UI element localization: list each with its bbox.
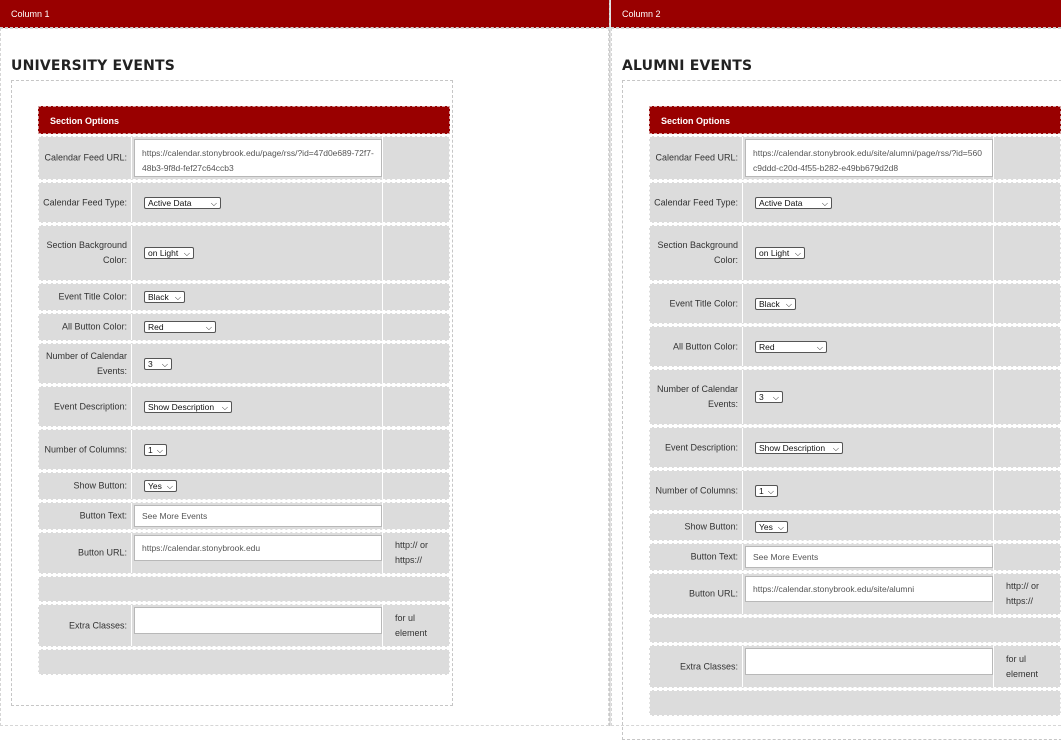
row-calendar-feed-url xyxy=(38,136,450,180)
row-button-text xyxy=(649,543,1061,571)
label-button-text: Button Text: xyxy=(690,551,738,562)
chevron-down-icon: ⌵ xyxy=(161,359,168,369)
chevron-down-icon: ⌵ xyxy=(832,443,839,453)
blank-row xyxy=(649,617,1061,643)
button-url-input[interactable]: https://calendar.stonybrook.edu/site/alumni xyxy=(745,576,993,602)
all-button-color-select[interactable] xyxy=(144,321,216,333)
event-title-color-select[interactable] xyxy=(144,291,185,303)
label-section-bg-color: Section Background Color: xyxy=(46,240,127,265)
calendar-feed-type-value: Active Data xyxy=(759,197,803,208)
label-button-url: Button URL: xyxy=(77,547,127,558)
section-options-label: Section Options xyxy=(661,116,731,126)
row-extra-classes xyxy=(38,604,450,647)
chevron-down-icon: ⌵ xyxy=(821,198,828,208)
extra-classes-input[interactable] xyxy=(745,648,993,675)
chevron-down-icon: ⌵ xyxy=(166,482,173,491)
event-title-color-select[interactable] xyxy=(755,298,796,310)
label-extra-classes: Extra Classes: xyxy=(679,661,738,671)
label-event-title-color: Event Title Color: xyxy=(58,291,127,302)
row-all-button-color xyxy=(649,326,1061,367)
chevron-down-icon: ⌵ xyxy=(785,299,792,309)
num-columns-value: 1 xyxy=(148,444,153,455)
num-columns-select[interactable] xyxy=(755,485,778,497)
column-header xyxy=(611,0,1061,28)
row-section-bg-color xyxy=(649,225,1061,281)
row-calendar-feed-type xyxy=(649,182,1061,223)
label-extra-classes: Extra Classes: xyxy=(68,620,127,630)
row-event-title-color xyxy=(649,283,1061,324)
label-event-description: Event Description: xyxy=(664,442,738,452)
row-show-button xyxy=(38,472,450,500)
all-button-color-value: Red xyxy=(148,322,164,332)
section-options-label: Section Options xyxy=(50,116,120,126)
calendar-feed-type-value: Active Data xyxy=(148,197,192,208)
chevron-down-icon: ⌵ xyxy=(205,323,212,332)
section-bg-color-select[interactable] xyxy=(144,247,194,259)
column-header-label: Column 1 xyxy=(11,9,50,19)
chevron-down-icon: ⌵ xyxy=(174,293,181,302)
section-options-panel xyxy=(649,106,1061,716)
row-event-description xyxy=(38,386,450,427)
event-title-color-value: Black xyxy=(148,292,169,302)
extra-classes-note: for ul element xyxy=(395,612,428,638)
section-options-header xyxy=(38,106,450,134)
label-num-events: Number of Calendar Events: xyxy=(656,384,738,409)
blank-row xyxy=(38,649,450,675)
label-button-text: Button Text: xyxy=(79,510,127,521)
row-event-title-color xyxy=(38,283,450,311)
label-calendar-feed-url: Calendar Feed URL: xyxy=(655,152,738,163)
num-events-value: 3 xyxy=(759,392,764,402)
num-columns-value: 1 xyxy=(759,485,764,496)
label-section-bg-color: Section Background Color: xyxy=(657,240,738,265)
label-show-button: Show Button: xyxy=(73,480,127,491)
section-bg-color-value: on Light xyxy=(759,248,790,258)
chevron-down-icon: ⌵ xyxy=(777,523,784,532)
row-num-columns xyxy=(649,470,1061,511)
section-options-panel xyxy=(38,106,450,675)
label-num-events: Number of Calendar Events: xyxy=(45,350,127,376)
calendar-feed-url-input[interactable]: https://calendar.stonybrook.edu/page/rss/?id=47d0e689-72f7-48b3-9f8d-fef27c64ccb3 xyxy=(134,139,382,177)
row-show-button xyxy=(649,513,1061,541)
chevron-down-icon: ⌵ xyxy=(221,402,228,412)
button-text-input[interactable]: See More Events xyxy=(745,546,993,568)
chevron-down-icon: ⌵ xyxy=(183,249,190,258)
event-description-value: Show Description xyxy=(759,442,826,453)
blank-row xyxy=(38,576,450,602)
label-calendar-feed-type: Calendar Feed Type: xyxy=(654,197,738,207)
label-button-url: Button URL: xyxy=(688,588,738,599)
button-text-input[interactable]: See More Events xyxy=(134,505,382,527)
chevron-down-icon: ⌵ xyxy=(772,393,779,402)
extra-classes-input[interactable] xyxy=(134,607,382,634)
label-num-columns: Number of Columns: xyxy=(655,485,738,495)
label-calendar-feed-type: Calendar Feed Type: xyxy=(43,197,127,207)
row-all-button-color xyxy=(38,313,450,341)
show-button-value: Yes xyxy=(148,481,162,491)
extra-classes-note: for ul element xyxy=(1006,653,1039,679)
column-header xyxy=(0,0,609,28)
label-event-title-color: Event Title Color: xyxy=(669,298,738,308)
num-events-select[interactable] xyxy=(755,391,783,403)
event-title-color-value: Black xyxy=(759,298,780,309)
chevron-down-icon: ⌵ xyxy=(816,342,823,352)
row-num-events xyxy=(38,343,450,384)
show-button-select[interactable] xyxy=(755,521,788,533)
calendar-feed-type-select[interactable] xyxy=(755,197,832,209)
row-event-description xyxy=(649,427,1061,468)
row-num-events xyxy=(649,369,1061,425)
calendar-feed-type-select[interactable] xyxy=(144,197,221,209)
section-title: ALUMNI EVENTS xyxy=(622,58,753,74)
chevron-down-icon: ⌵ xyxy=(210,198,217,208)
section-options-header xyxy=(649,106,1061,134)
num-events-select[interactable] xyxy=(144,358,172,370)
calendar-feed-url-input[interactable]: https://calendar.stonybrook.edu/site/alumni/page/rss/?id=560c9ddd-c20d-4f55-b282-e49bb679d2d8 xyxy=(745,139,993,177)
event-description-value: Show Description xyxy=(148,401,215,412)
all-button-color-value: Red xyxy=(759,341,775,352)
row-section-bg-color xyxy=(38,225,450,281)
row-button-url xyxy=(649,573,1061,615)
label-calendar-feed-url: Calendar Feed URL: xyxy=(44,152,127,163)
label-event-description: Event Description: xyxy=(53,401,127,411)
section-title: UNIVERSITY EVENTS xyxy=(11,58,176,74)
event-description-select[interactable] xyxy=(755,442,843,454)
label-all-button-color: All Button Color: xyxy=(672,341,738,351)
label-show-button: Show Button: xyxy=(684,521,738,532)
all-button-color-select[interactable] xyxy=(755,341,827,353)
section-bg-color-value: on Light xyxy=(148,248,179,258)
chevron-down-icon: ⌵ xyxy=(156,445,163,455)
label-all-button-color: All Button Color: xyxy=(61,321,127,332)
button-url-input[interactable]: https://calendar.stonybrook.edu xyxy=(134,535,382,561)
num-events-value: 3 xyxy=(148,358,153,369)
show-button-value: Yes xyxy=(759,522,773,532)
row-calendar-feed-url xyxy=(649,136,1061,180)
column-header-label: Column 2 xyxy=(622,9,661,19)
num-columns-select[interactable] xyxy=(144,444,167,456)
chevron-down-icon: ⌵ xyxy=(767,486,774,496)
row-num-columns xyxy=(38,429,450,470)
chevron-down-icon: ⌵ xyxy=(794,249,801,258)
row-button-url xyxy=(38,532,450,574)
row-button-text xyxy=(38,502,450,530)
section-bg-color-select[interactable] xyxy=(755,247,805,259)
blank-row xyxy=(649,690,1061,716)
show-button-select[interactable] xyxy=(144,480,177,492)
row-calendar-feed-type xyxy=(38,182,450,223)
event-description-select[interactable] xyxy=(144,401,232,413)
row-extra-classes xyxy=(649,645,1061,688)
column-2 xyxy=(611,0,1061,726)
button-url-note: http:// or https:// xyxy=(395,540,429,565)
button-url-note: http:// or https:// xyxy=(1006,581,1040,606)
label-num-columns: Number of Columns: xyxy=(44,444,127,454)
